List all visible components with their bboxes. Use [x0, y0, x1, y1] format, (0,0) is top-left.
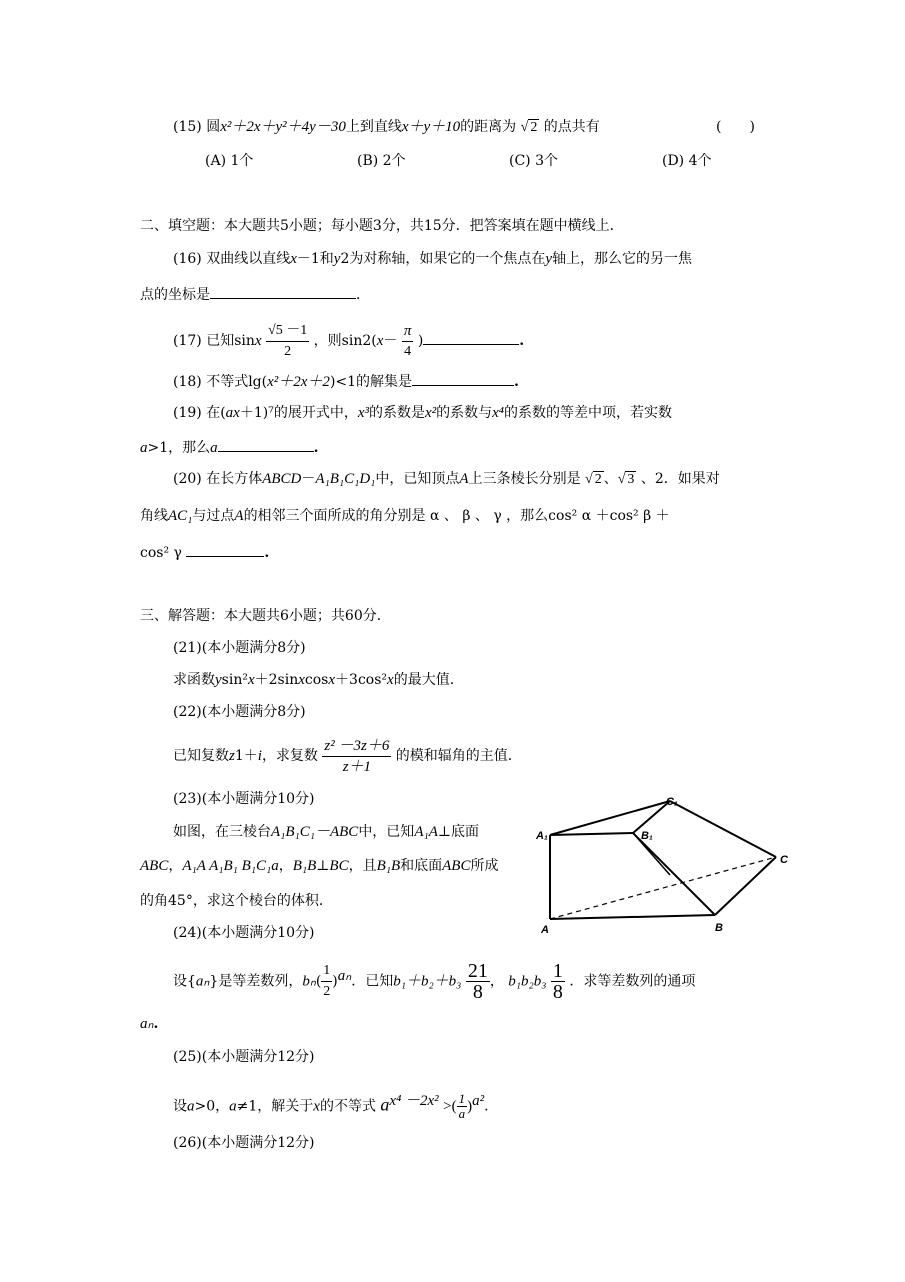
q25-body: 设a>0，a≠1，解关于x的不等式 $a^{x^4 -2x^2}$ >( $\frac{1}{a}$ )$^{a^2}$.	[173, 1091, 489, 1122]
q15-option-d: (D) 4个	[662, 153, 712, 169]
edge-c1-c	[670, 801, 776, 857]
q15-circle-equation: x²＋2x＋y²＋4y－30	[220, 119, 346, 135]
q24-body: 设{aₙ}是等差数列，bₙ( $\frac{1}{2}$ )$^{a_n}$．已知b₁＋b₂＋b₃ $\frac{21}{8}$ ， b₁b₂b₃ $\frac{1}{8}$ ．求等差数列的通项	[173, 960, 696, 1004]
q21-heading: (21)(本小题满分8分)	[173, 640, 306, 656]
label-c1: C₁	[666, 796, 678, 808]
edge-a-b	[550, 915, 715, 919]
q23-line-1: 如图，在三棱台A₁B₁C₁－ABC中，已知A₁A⊥底面	[173, 824, 480, 840]
edge-b1-b	[633, 833, 715, 915]
label-b1: B₁	[641, 830, 653, 842]
q25-heading: (25)(本小题满分12分)	[173, 1049, 315, 1065]
label-a: A	[541, 924, 549, 936]
q22-body: 已知复数z1＋i，求复数 $\frac{\text{z² －3z＋6}}{z+1}$ 的模和辐角的主值．	[173, 737, 522, 775]
q20-line-3: cos² γ .	[140, 542, 269, 563]
q18-answer-blank[interactable]	[412, 371, 514, 386]
q24-line-2: aₙ.	[140, 1016, 159, 1032]
q16-line-1: (16) 双曲线以直线x－1和y2为对称轴，如果它的一个焦点在y轴上，那么它的另一焦	[173, 251, 693, 267]
q22-heading: (22)(本小题满分8分)	[173, 704, 306, 720]
label-a1: A₁	[536, 830, 548, 842]
q15-option-a: (A) 1个	[205, 153, 254, 169]
frustum-figure	[538, 795, 798, 940]
section-3-heading: 三、解答题：本大题共6小题；共60分．	[140, 608, 391, 624]
q17-pi-over-4: $\frac{\pi}{4}$	[403, 322, 412, 359]
q20-line-2: 角线AC₁与过点A的相邻三个面所成的角分别是 α 、 β 、 γ ，那么cos² α ＋cos² β ＋	[140, 508, 670, 524]
q16-line-2: 点的坐标是 ．	[140, 284, 370, 305]
q23-line-3: 的角45°，求这个棱台的体积．	[140, 893, 333, 909]
q15-line: (15) 圆x²＋2x＋y²＋4y－30上到直线x＋y＋10的距离为 √ 2 的点共有	[173, 119, 600, 135]
q15-sqrt: √ 2	[520, 120, 538, 135]
q18-line: (18) 不等式lg(x²＋2x＋2)<1的解集是 .	[173, 371, 519, 392]
q21-body: 求函数ysin²x＋2sinxcosx＋3cos²x的最大值．	[173, 672, 464, 688]
q15-option-c: (C) 3个	[509, 153, 558, 169]
q24-heading: (24)(本小题满分10分)	[173, 925, 315, 941]
label-b: B	[715, 922, 723, 934]
edge-a1-b1	[550, 833, 633, 835]
section-2-heading: 二、填空题：本大题共5小题；每小题3分，共15分．把答案填在题中横线上．	[140, 218, 624, 234]
q20-line-1: (20) 在长方体ABCD－A₁B₁C₁D₁中，已知顶点A上三条棱长分别是 √ 2 、√ 3 、2．如果对	[173, 471, 720, 487]
q22-fraction: $\frac{\text{z² －3z＋6}}{z+1}$	[324, 737, 390, 775]
q15-number: (15)	[173, 119, 202, 135]
q19-answer-blank[interactable]	[218, 437, 314, 452]
q23-line-2: ABC，A₁A A₁B₁ B₁C₁a，B₁B⊥BC，且B₁B和底面ABC所成	[140, 858, 499, 874]
q16-answer-blank[interactable]	[210, 284, 356, 299]
q19-line-1: (19) 在(ax＋1)⁷的展开式中，x³的系数是x²的系数与x⁴的系数的等差中项，若实数	[173, 405, 673, 421]
q17-fraction: $\frac{√5 -1}{2}$	[268, 322, 308, 359]
q15-line-equation: x＋y＋10	[401, 119, 461, 135]
q19-line-2: a>1，那么a .	[140, 437, 319, 458]
q26-heading: (26)(本小题满分12分)	[173, 1135, 315, 1151]
q15-option-b: (B) 2个	[357, 153, 406, 169]
q20-answer-blank[interactable]	[186, 542, 264, 557]
q23-heading: (23)(本小题满分10分)	[173, 791, 315, 807]
q15-answer-paren: ( )	[716, 119, 755, 135]
q17-answer-blank[interactable]	[423, 330, 519, 345]
label-c: C	[780, 854, 788, 866]
q17-line: (17) 已知sinx $\frac{√5 -1}{2}$ ，则sin2(x－ $\frac{\pi}{4}$ ) .	[173, 318, 524, 364]
